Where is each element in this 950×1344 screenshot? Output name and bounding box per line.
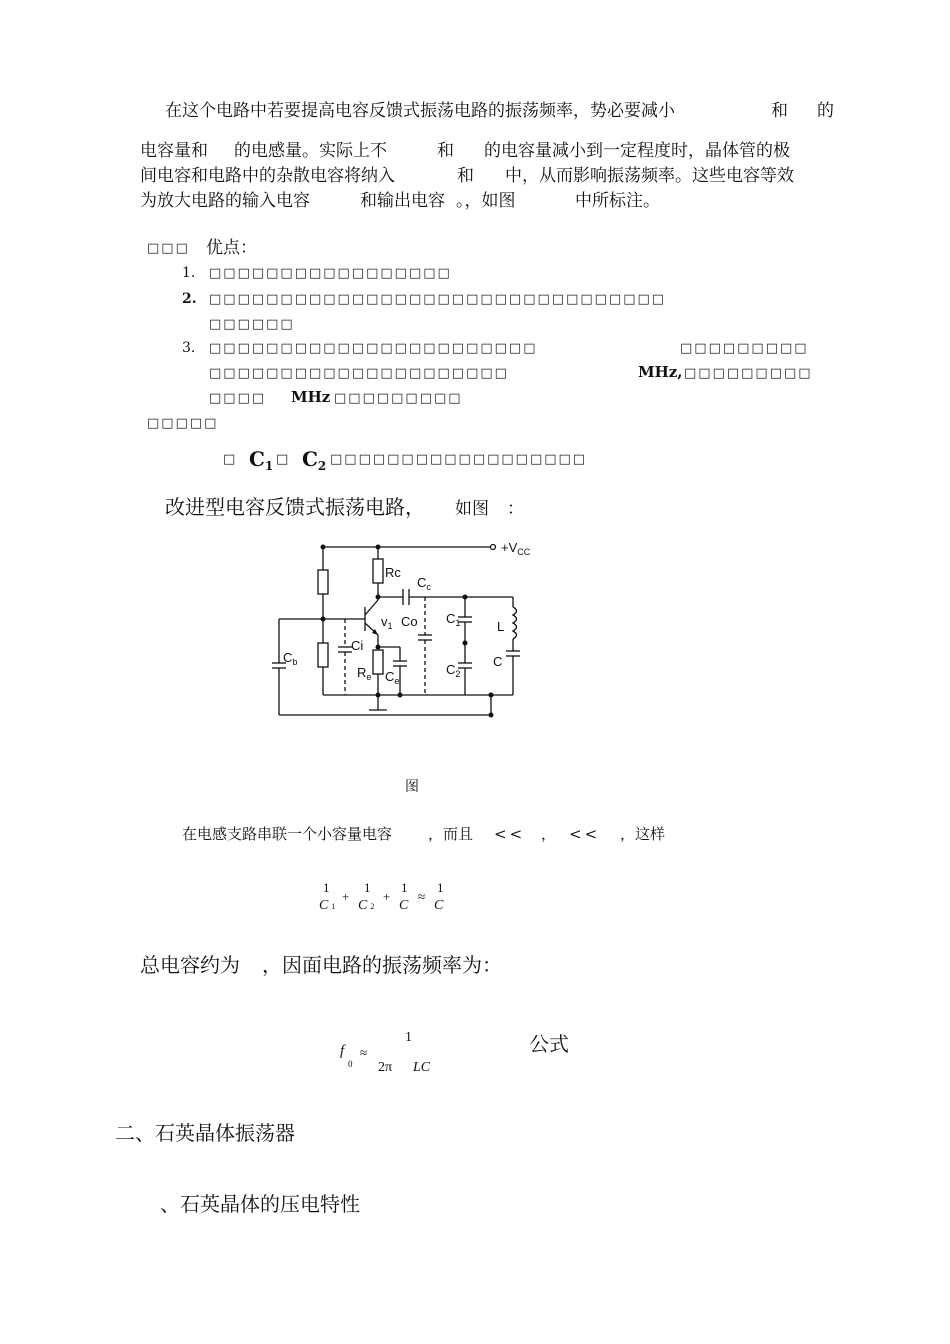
- item3-num: 3.: [182, 340, 196, 356]
- figure-caption: 图: [405, 779, 419, 795]
- item2-text: □□□□□□□□□□□□□□□□□□□□□□□□□□□□□□□□: [209, 292, 667, 307]
- improved-colon: ：: [507, 499, 524, 519]
- para1-line4c: 。，如图: [456, 191, 516, 211]
- improved-ref: 如图: [455, 499, 489, 519]
- series-note-text: 在电感支路串联一个小容量电容: [182, 825, 393, 843]
- para1-line4d: 中所标注。: [575, 191, 660, 211]
- para1-line3c: 中，从而影响振荡频率。这些电容等效: [505, 166, 794, 186]
- label-ce: $C_e$: [385, 669, 400, 686]
- item3-text4: □□□□: [209, 391, 267, 406]
- label-co: Co: [401, 614, 418, 629]
- label-c1: $C_1$: [446, 611, 461, 628]
- para1-line2a: 电容量和: [140, 141, 208, 161]
- series-note-ll2: <<: [569, 825, 601, 843]
- c1c2-c1: $C_1$: [249, 447, 274, 473]
- total-text: 总电容约为: [140, 953, 240, 977]
- item1-num: 1.: [182, 265, 196, 281]
- para1-line3a: 间电容和电路中的杂散电容将纳入: [140, 166, 395, 186]
- label-c2: $C_2$: [446, 662, 461, 679]
- label-vcc: $+V_{CC}$: [501, 540, 531, 557]
- equation-1: 1 C 1 + 1 C 2 + 1 C ≈ 1 C: [319, 880, 444, 913]
- series-note-and: ，而且: [428, 825, 474, 843]
- para1-line4b: 和输出电容: [360, 191, 445, 211]
- para1-he: 和: [771, 101, 788, 121]
- para1-line2c: 和: [437, 141, 454, 161]
- label-cc: $C_c$: [417, 575, 431, 592]
- series-note-comma: ，: [541, 825, 557, 843]
- label-v1: $v_1$: [381, 614, 393, 631]
- para1-line2d: 的电容量减小到一定程度时，晶体管的极: [484, 141, 790, 161]
- section-heading: 二、石英晶体振荡器: [115, 1121, 295, 1145]
- label-cb: $C_b$: [283, 650, 298, 667]
- item3-text: □□□□□□□□□□□□□□□□□□□□□□□: [209, 341, 538, 356]
- item2-num: 2.: [182, 291, 197, 307]
- total-tail: ，因面电路的振荡频率为：: [262, 953, 502, 977]
- series-note-tail: ，这样: [620, 825, 666, 843]
- item3-mhz1: MHz,: [638, 363, 683, 381]
- advantages-prefix: □□□: [147, 241, 190, 256]
- para1-de: 的: [817, 101, 834, 121]
- label-c: C: [493, 654, 503, 669]
- c1c2-pre: □: [223, 452, 238, 467]
- label-re: $R_e$: [357, 665, 372, 682]
- item3-right1: □□□□□□□□□: [680, 341, 809, 356]
- para1-line1: 在这个电路中若要提高电容反馈式振荡电路的振荡频率，势必要减小: [165, 101, 675, 121]
- label-ci: Ci: [351, 638, 364, 653]
- item2-text2: □□□□□□: [209, 317, 295, 332]
- para1-line4a: 为放大电路的输入电容: [140, 191, 310, 211]
- c1c2-c2: $C_2$: [302, 447, 327, 473]
- para1-line2b: 的电感量。实际上不: [234, 141, 387, 161]
- advantages-heading: 优点：: [206, 238, 257, 258]
- c1c2-post: □□□□□□□□□□□□□□□□□□: [330, 452, 588, 467]
- item3-mhz2: MHz: [291, 388, 331, 406]
- equation-2: f 0 ≈ 1 2π LC: [340, 1030, 431, 1075]
- series-note-ll1: <<: [494, 825, 526, 843]
- item3-text5: □□□□□□□□□: [334, 391, 463, 406]
- improved-title: 改进型电容反馈式振荡电路，: [165, 495, 425, 519]
- equation-label: 公式: [529, 1032, 569, 1056]
- item3-right2: □□□□□□□□□: [684, 366, 813, 381]
- subsection-heading: 、石英晶体的压电特性: [160, 1192, 360, 1216]
- item1-text: □□□□□□□□□□□□□□□□□: [209, 266, 452, 281]
- disadvantages: □□□□□: [147, 416, 219, 431]
- c1c2-mid: □: [276, 452, 291, 467]
- para1-line3b: 和: [457, 166, 474, 186]
- oscillator-circuit-diagram: [265, 535, 550, 720]
- item3-text3: □□□□□□□□□□□□□□□□□□□□□: [209, 366, 509, 381]
- label-l: L: [497, 619, 505, 634]
- label-rc: Rc: [385, 565, 401, 580]
